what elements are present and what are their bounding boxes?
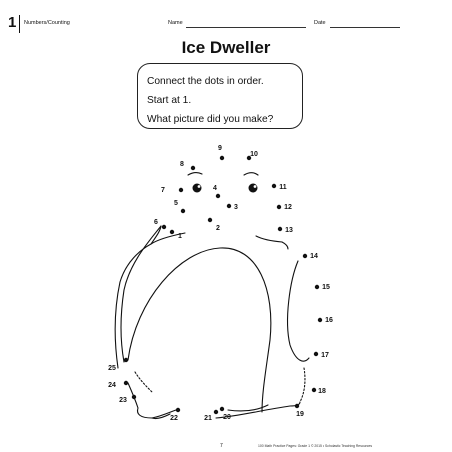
brow-right: [244, 173, 258, 175]
right-flipper-outline: [288, 261, 309, 361]
leg-right: [300, 368, 305, 402]
dot-7: [179, 188, 183, 192]
dot-2: [208, 218, 212, 222]
dot-18: [312, 388, 316, 392]
date-label: Date: [314, 20, 326, 26]
dot-label-3: 3: [234, 204, 238, 211]
dot-20: [220, 407, 224, 411]
dot-label-16: 16: [325, 317, 333, 324]
dot-6: [162, 225, 166, 229]
dot-22: [176, 408, 180, 412]
dot-label-8: 8: [180, 161, 184, 168]
brow-left: [188, 173, 202, 175]
dot-label-17: 17: [321, 352, 329, 359]
dot-9: [220, 156, 224, 160]
leg-left: [135, 372, 152, 392]
page-title: Ice Dweller: [181, 38, 271, 57]
dot-24: [124, 381, 128, 385]
eyes: [193, 184, 258, 193]
mouth-tick: [282, 242, 288, 249]
dot-3: [227, 204, 231, 208]
dot-14: [303, 254, 307, 258]
dot-label-4: 4: [213, 185, 217, 192]
dot-15: [315, 285, 319, 289]
dot-label-20: 20: [223, 414, 231, 421]
dot-label-1: 1: [178, 233, 182, 240]
dot-label-13: 13: [285, 227, 293, 234]
right-eye: [249, 184, 258, 193]
dot-17: [314, 352, 318, 356]
dot-label-11: 11: [279, 184, 287, 191]
dot-label-23: 23: [119, 397, 127, 404]
dot-label-12: 12: [284, 204, 292, 211]
name-label: Name: [168, 20, 183, 26]
dot-label-9: 9: [218, 145, 222, 152]
dot-label-19: 19: [296, 411, 304, 418]
unit-number: 1: [8, 14, 17, 31]
instruction-line: What picture did you make?: [147, 114, 274, 125]
dot-1: [170, 230, 174, 234]
dot-11: [272, 184, 276, 188]
dot-21: [214, 410, 218, 414]
dot-23: [132, 395, 136, 399]
dot-label-10: 10: [250, 151, 258, 158]
dot-label-2: 2: [216, 225, 220, 232]
dot-label-18: 18: [318, 388, 326, 395]
left-flipper-outline: [115, 233, 185, 368]
belly-outline: [128, 248, 271, 412]
dot-label-14: 14: [310, 253, 318, 260]
dot-19: [295, 404, 299, 408]
left-eye: [193, 184, 202, 193]
unit-label: Numbers/Counting: [24, 20, 70, 26]
dot-8: [191, 166, 195, 170]
copyright-credit: 100 Math Practice Pages: Grade 1 © 2015 • Scholastic Teaching Resources: [258, 444, 373, 448]
dot-label-21: 21: [204, 415, 212, 422]
dot-label-6: 6: [154, 219, 158, 226]
page-number: 7: [220, 443, 223, 449]
dot-label-5: 5: [174, 200, 178, 207]
chin-curve: [256, 236, 282, 242]
instruction-line: Start at 1.: [147, 95, 192, 106]
dot-12: [277, 205, 281, 209]
dot-label-24: 24: [108, 382, 116, 389]
left-flipper-inner: [121, 226, 161, 362]
dot-label-22: 22: [170, 415, 178, 422]
instruction-line: Connect the dots in order.: [147, 76, 264, 87]
left-foot: [128, 383, 176, 418]
dot-label-7: 7: [161, 187, 165, 194]
dot-4: [216, 194, 220, 198]
dot-13: [278, 227, 282, 231]
dot-25: [124, 358, 128, 362]
dot-label-15: 15: [322, 284, 330, 291]
dot-5: [181, 209, 185, 213]
dot-16: [318, 318, 322, 322]
dot-label-25: 25: [108, 365, 116, 372]
